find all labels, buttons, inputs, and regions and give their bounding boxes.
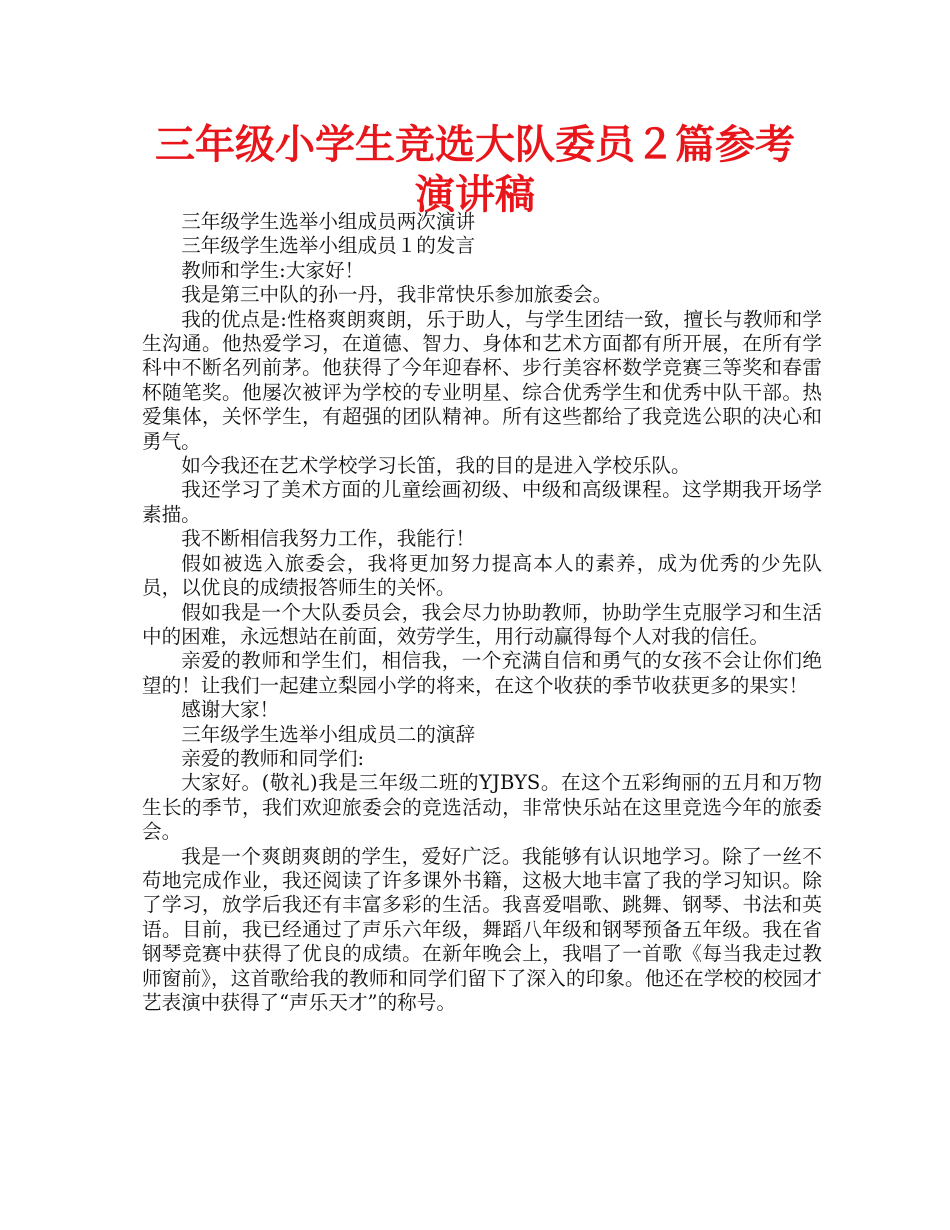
- paragraph: 如今我还在艺术学校学习长笛，我的目的是进入学校乐队。: [181, 454, 691, 478]
- paragraph: 三年级学生选举小组成员１的发言: [181, 234, 476, 258]
- paragraph: 教师和学生:大家好！: [181, 258, 365, 282]
- paragraph: 我是第三中队的孙一丹，我非常快乐参加旅委会。: [181, 283, 613, 307]
- paragraph: 感谢大家！: [181, 698, 280, 722]
- document-body: [142, 210, 822, 1015]
- paragraph: 亲爱的教师和同学们:: [181, 746, 365, 770]
- paragraph: 三年级学生选举小组成员两次演讲: [181, 210, 476, 233]
- document-title: 三年级小学生竞选大队委员２篇参考演讲稿: [155, 122, 795, 218]
- paragraph: 假如我是一个大队委员会，我会尽力协助教师，协助学生克服学习和生活中的困难，永远想站在前面，效劳学生，用行动赢得每个人对我的信任。: [142, 600, 822, 648]
- paragraph: 我不断相信我努力工作，我能行！: [181, 527, 476, 551]
- paragraph: 我的优点是:性格爽朗爽朗，乐于助人，与学生团结一致，擅长与教师和学生沟通。他热爱学习，在道德、智力、身体和艺术方面都有所开展，在所有学科中不断名列前茅。他获得了今年迎春杯、步行美容杯数学竞赛三等奖和春雷杯随笔奖。他屡次被评为学校的专业明星、综合优秀学生和优秀中队干部。热爱集体，关怀学生，有超强的团队精神。所有这些都给了我竞选公职的决心和勇气。: [142, 307, 822, 453]
- paragraph: 大家好。(敬礼)我是三年级二班的YJBYS。在这个五彩绚丽的五月和万物生长的季节，我们欢迎旅委会的竞选活动，非常快乐站在这里竞选今年的旅委会。: [142, 771, 822, 844]
- paragraph: 假如被选入旅委会，我将更加努力提高本人的素养，成为优秀的少先队员，以优良的成绩报答师生的关怀。: [142, 551, 822, 600]
- paragraph: 我是一个爽朗爽朗的学生，爱好广泛。我能够有认识地学习。除了一丝不苟地完成作业，我还阅读了许多课外书籍，这极大地丰富了我的学习知识。除了学习，放学后我还有丰富多彩的生活。我喜爱唱歌、跳舞、钢琴、书法和英语。目前，我已经通过了声乐六年级，舞蹈八年级和钢琴预备五年级。我在省钢琴竞赛中获得了优良的成绩。在新年晚会上，我唱了一首歌《每当我走过教师窗前》，这首歌给我的教师和同学们留下了深入的印象。他还在学校的校园才艺表演中获得了“声乐天才”的称号。: [142, 844, 822, 1014]
- paragraph: 三年级学生选举小组成员二的演辞: [181, 722, 476, 746]
- paragraph: 亲爱的教师和学生们，相信我，一个充满自信和勇气的女孩不会让你们绝望的！让我们一起建立梨园小学的将来，在这个收获的季节收获更多的果实！: [142, 649, 822, 697]
- paragraph: 我还学习了美术方面的儿童绘画初级、中级和高级课程。这学期我开场学素描。: [142, 478, 822, 526]
